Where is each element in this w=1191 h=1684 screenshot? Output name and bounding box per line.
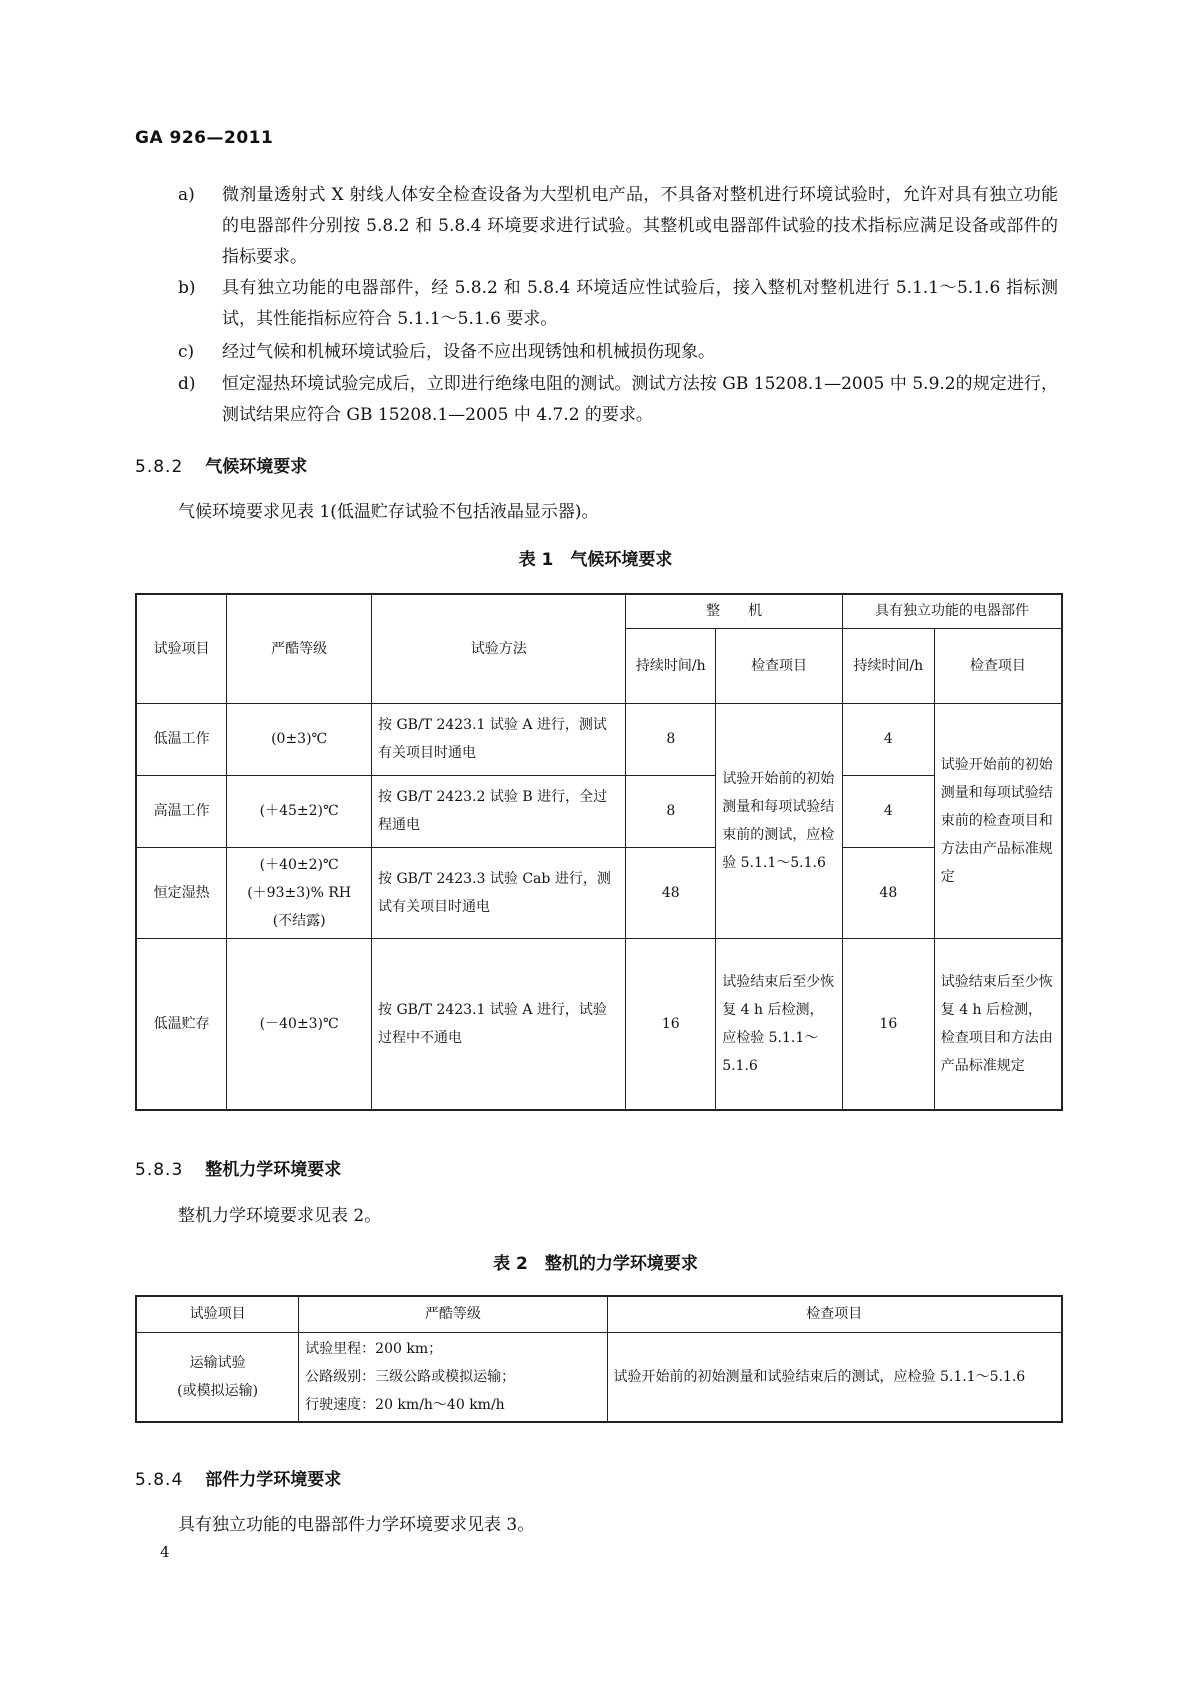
header-duration: 持续时间/h [842, 628, 934, 703]
cell-duration: 8 [626, 775, 716, 847]
header-component: 具有独立功能的电器部件 [842, 594, 1062, 628]
standard-header: GA 926—2011 [135, 128, 274, 148]
list-item-b [178, 273, 1058, 335]
header-method: 试验方法 [372, 594, 626, 703]
level-line: 试验里程：200 km； [305, 1340, 443, 1357]
cell-method: 按 GB/T 2423.1 试验 A 进行，试验过程中不通电 [372, 938, 626, 1110]
table-2-caption: 表 2 整机的力学环境要求 [493, 1254, 698, 1274]
section-title: 气候环境要求 [205, 457, 308, 477]
cell-method: 按 GB/T 2423.3 试验 Cab 进行，测试有关项目时通电 [372, 847, 626, 938]
section-number: 5.8.4 [135, 1470, 184, 1490]
cell-item: 低温工作 [136, 703, 227, 775]
item-text: 经过气候和机械环境试验后，设备不应出现锈蚀和机械损伤现象。 [222, 342, 715, 362]
cell-item: 低温贮存 [136, 938, 227, 1110]
header-check: 检查项目 [607, 1296, 1062, 1332]
cell-level [227, 847, 372, 938]
cell-duration: 16 [842, 938, 934, 1110]
cell-level: (－40±3)℃ [227, 938, 372, 1110]
item-label: a) [178, 185, 195, 205]
section-heading-5-8-2 [135, 452, 307, 477]
header-duration: 持续时间/h [626, 628, 716, 703]
item-label: c) [178, 342, 195, 362]
cell-check-part: 试验结束后至少恢复 4 h 后检测，检查项目和方法由产品标准规定 [934, 938, 1062, 1110]
header-test-item: 试验项目 [136, 1296, 299, 1332]
item-text: 具有独立功能的电器部件，经 5.8.2 和 5.8.4 环境适应性试验后，接入整机对整机进行 5.1.1～5.1.6 指标测试，其性能指标应符合 5.1.1～5.1.6 要求。 [222, 278, 1058, 329]
item-text: 恒定湿热环境试验完成后，立即进行绝缘电阻的测试。测试方法按 GB 15208.1—2005 中 5.9.2的规定进行，测试结果应符合 GB 15208.1—2005 中 4.7.2 的要求。 [222, 374, 1058, 425]
cell-check-whole: 试验结束后至少恢复 4 h 后检测，应检验 5.1.1～5.1.6 [716, 938, 843, 1110]
section-number: 5.8.3 [135, 1160, 184, 1180]
section-heading-5-8-3 [135, 1155, 341, 1180]
item-line: (或模拟运输) [177, 1382, 259, 1399]
level-line: (＋93±3)% RH [247, 884, 352, 901]
cell-item: 高温工作 [136, 775, 227, 847]
list-item-c [178, 337, 1058, 368]
section-heading-5-8-4 [135, 1465, 341, 1490]
table-row [136, 1332, 1062, 1422]
table-1-caption: 表 1 气候环境要求 [518, 550, 673, 570]
paragraph: 整机力学环境要求见表 2。 [178, 1206, 382, 1226]
cell-check-whole: 试验开始前的初始测量和每项试验结束前的测试，应检验 5.1.1～5.1.6 [716, 703, 843, 938]
cell-check: 试验开始前的初始测量和试验结束后的测试，应检验 5.1.1～5.1.6 [607, 1332, 1062, 1422]
table-row [136, 703, 1062, 775]
header-severity: 严酷等级 [227, 594, 372, 703]
paragraph: 气候环境要求见表 1(低温贮存试验不包括液晶显示器)。 [178, 502, 599, 522]
level-line: (＋40±2)℃ [259, 856, 339, 873]
level-line: 公路级别：三级公路或模拟运输； [305, 1368, 516, 1385]
cell-duration: 48 [626, 847, 716, 938]
cell-duration: 16 [626, 938, 716, 1110]
header-check: 检查项目 [716, 628, 843, 703]
table-2-mechanical [135, 1295, 1063, 1423]
section-number: 5.8.2 [135, 457, 184, 477]
table-row [136, 847, 1062, 938]
level-line: (不结露) [272, 912, 326, 929]
cell-check-part: 试验开始前的初始测量和每项试验结束前的检查项目和方法由产品标准规定 [934, 703, 1062, 938]
item-label: d) [178, 374, 196, 394]
cell-item [136, 1332, 299, 1422]
cell-duration: 8 [626, 703, 716, 775]
header-severity: 严酷等级 [299, 1296, 607, 1332]
table-1-climate [135, 593, 1063, 1111]
cell-level [299, 1332, 607, 1422]
cell-method: 按 GB/T 2423.2 试验 B 进行，全过程通电 [372, 775, 626, 847]
list-item-d [178, 369, 1058, 431]
list-item-a [178, 180, 1058, 273]
level-line: 行驶速度：20 km/h～40 km/h [305, 1396, 505, 1413]
section-title: 部件力学环境要求 [205, 1470, 342, 1490]
paragraph: 具有独立功能的电器部件力学环境要求见表 3。 [178, 1515, 535, 1535]
cell-level: (0±3)℃ [227, 703, 372, 775]
cell-method: 按 GB/T 2423.1 试验 A 进行，测试有关项目时通电 [372, 703, 626, 775]
header-whole-machine: 整 机 [626, 594, 843, 628]
item-label: b) [178, 278, 196, 298]
table-row [136, 938, 1062, 1110]
cell-duration: 4 [842, 775, 934, 847]
table-row [136, 775, 1062, 847]
cell-level: (＋45±2)℃ [227, 775, 372, 847]
item-line: 运输试验 [189, 1354, 246, 1371]
page-number: 4 [160, 1543, 170, 1561]
cell-duration: 48 [842, 847, 934, 938]
cell-item: 恒定湿热 [136, 847, 227, 938]
section-title: 整机力学环境要求 [205, 1160, 342, 1180]
header-test-item: 试验项目 [136, 594, 227, 703]
cell-duration: 4 [842, 703, 934, 775]
item-text: 微剂量透射式 X 射线人体安全检查设备为大型机电产品，不具备对整机进行环境试验时，允许对具有独立功能的电器部件分别按 5.8.2 和 5.8.4 环境要求进行试验。其整机或电器部件试验的技术指标应满足设备或部件的指标要求。 [222, 185, 1058, 267]
header-check: 检查项目 [934, 628, 1062, 703]
